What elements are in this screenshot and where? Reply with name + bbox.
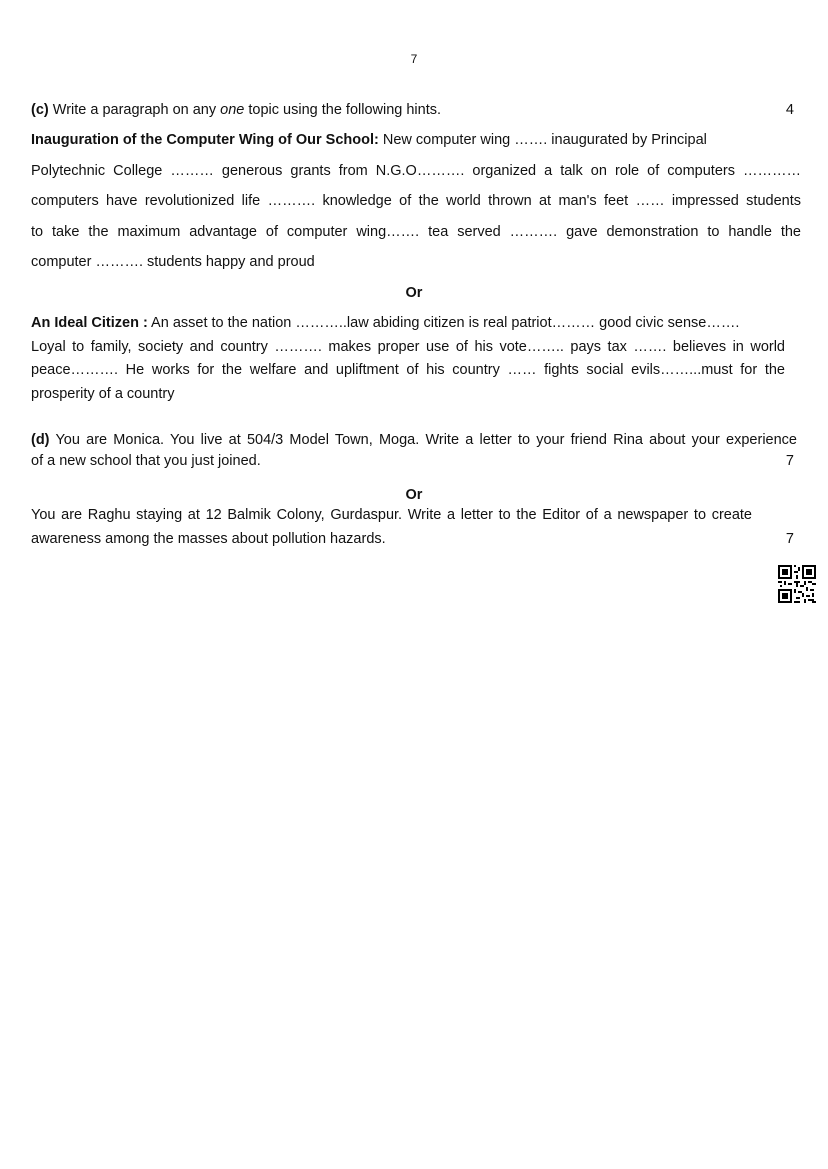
or-divider-d: Or <box>405 487 423 503</box>
instruction-em: one <box>220 102 245 118</box>
section-d-text-1: You are Monica. You live at 504/3 Model Town, Moga. Write a letter to your friend Rina about your experience <box>49 432 797 448</box>
topic2-text-1: An asset to the nation ………..law abiding citizen is real patriot……… good civic sense……. <box>147 315 740 331</box>
topic2-line-2: Loyal to family, society and country ………. makes proper use of his vote…….. pays tax ……. believes in world <box>31 339 785 355</box>
section-d-alt-line-1: You are Raghu staying at 12 Balmik Colony, Gurdaspur. Write a letter to the Editor of a newspaper to create <box>31 507 752 523</box>
or-divider-c: Or <box>405 285 423 301</box>
topic2-line-3: peace………. He works for the welfare and upliftment of his country …… fights social evils……...must for the <box>31 362 785 378</box>
section-c-marks: 4 <box>785 102 794 118</box>
section-c-label: (c) <box>31 102 49 118</box>
section-d-label: (d) <box>31 432 50 448</box>
topic1-line-5: computer ………. students happy and proud <box>31 254 315 270</box>
page-number: 7 <box>410 52 418 66</box>
topic1-line-2: Polytechnic College ……… generous grants from N.G.O………. organized a talk on role of computers ………… <box>31 163 801 179</box>
section-c-instruction <box>31 101 801 119</box>
topic1-line-3: computers have revolutionized life ………. knowledge of the world thrown at man's feet …… impressed students <box>31 193 801 209</box>
topic1-line-4: to take the maximum advantage of computer wing……. tea served ………. gave demonstration to handle the <box>31 224 801 240</box>
topic1-line-1 <box>31 131 801 149</box>
instruction-pre: Write a paragraph on any <box>52 102 221 118</box>
topic2-line-1 <box>31 314 801 332</box>
instruction-post: topic using the following hints. <box>244 102 442 118</box>
topic1-text-1: New computer wing ……. inaugurated by Principal <box>378 132 707 148</box>
topic2-title: An Ideal Citizen : <box>31 315 148 331</box>
section-d-line-2: of a new school that you just joined. <box>31 453 261 469</box>
section-d-line-1 <box>31 431 797 449</box>
topic1-title: Inauguration of the Computer Wing of Our School: <box>31 132 379 148</box>
section-d-marks-1: 7 <box>785 453 794 469</box>
topic2-line-4: prosperity of a country <box>31 386 175 402</box>
qr-code-icon <box>778 565 816 603</box>
section-d-marks-2: 7 <box>785 531 794 547</box>
section-d-alt-line-2: awareness among the masses about pollution hazards. <box>31 531 386 547</box>
